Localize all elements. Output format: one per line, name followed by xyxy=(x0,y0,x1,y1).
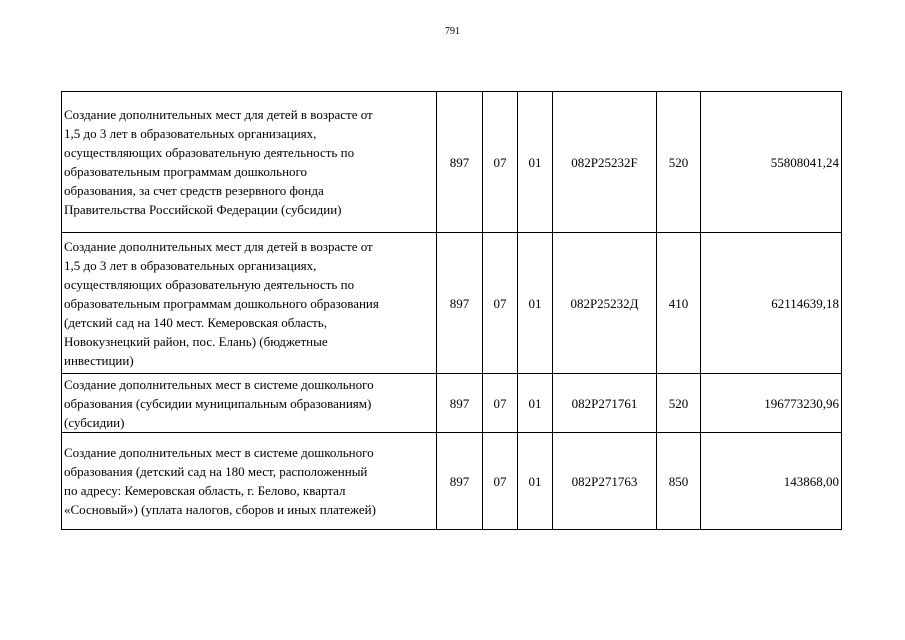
amount: 55808041,24 xyxy=(701,92,842,233)
target-article-code: 082P271763 xyxy=(553,433,657,530)
table-row xyxy=(62,233,842,374)
ministry-code: 897 xyxy=(437,433,483,530)
target-article-code: 082P271761 xyxy=(553,374,657,433)
expense-type-code: 850 xyxy=(657,433,701,530)
subsection-code: 01 xyxy=(518,374,553,433)
page-number: 791 xyxy=(445,26,460,37)
row-description: Создание дополнительных мест в системе дошкольного образования (субсидии муниципальным образованиям) (субсидии) xyxy=(62,374,437,433)
ministry-code: 897 xyxy=(437,92,483,233)
ministry-code: 897 xyxy=(437,374,483,433)
expense-type-code: 410 xyxy=(657,233,701,374)
amount: 196773230,96 xyxy=(701,374,842,433)
table-row xyxy=(62,92,842,233)
row-description: Создание дополнительных мест для детей в возрасте от 1,5 до 3 лет в образовательных организациях, осуществляющих образовательную деятельность по образовательным программам дошкольного образования (детский сад на 140 мест. Кемеровская область, Новокузнецкий район, пос. Елань) (бюджетные инвестиции) xyxy=(62,233,437,374)
subsection-code: 01 xyxy=(518,433,553,530)
row-description: Создание дополнительных мест для детей в возрасте от 1,5 до 3 лет в образовательных организациях, осуществляющих образовательную деятельность по образовательным программам дошкольного образования, за счет средств резервного фонда Правительства Российской Федерации (субсидии) xyxy=(62,92,437,233)
target-article-code: 082P25232F xyxy=(553,92,657,233)
section-code: 07 xyxy=(483,433,518,530)
table-row xyxy=(62,374,842,433)
subsection-code: 01 xyxy=(518,92,553,233)
section-code: 07 xyxy=(483,233,518,374)
table-row xyxy=(62,433,842,530)
subsection-code: 01 xyxy=(518,233,553,374)
section-code: 07 xyxy=(483,374,518,433)
section-code: 07 xyxy=(483,92,518,233)
ministry-code: 897 xyxy=(437,233,483,374)
target-article-code: 082P25232Д xyxy=(553,233,657,374)
amount: 62114639,18 xyxy=(701,233,842,374)
budget-table xyxy=(61,91,842,530)
expense-type-code: 520 xyxy=(657,92,701,233)
expense-type-code: 520 xyxy=(657,374,701,433)
amount: 143868,00 xyxy=(701,433,842,530)
row-description: Создание дополнительных мест в системе дошкольного образования (детский сад на 180 мест, расположенный по адресу: Кемеровская область, г. Белово, квартал «Сосновый») (уплата налогов, сборов и иных платежей) xyxy=(62,433,437,530)
